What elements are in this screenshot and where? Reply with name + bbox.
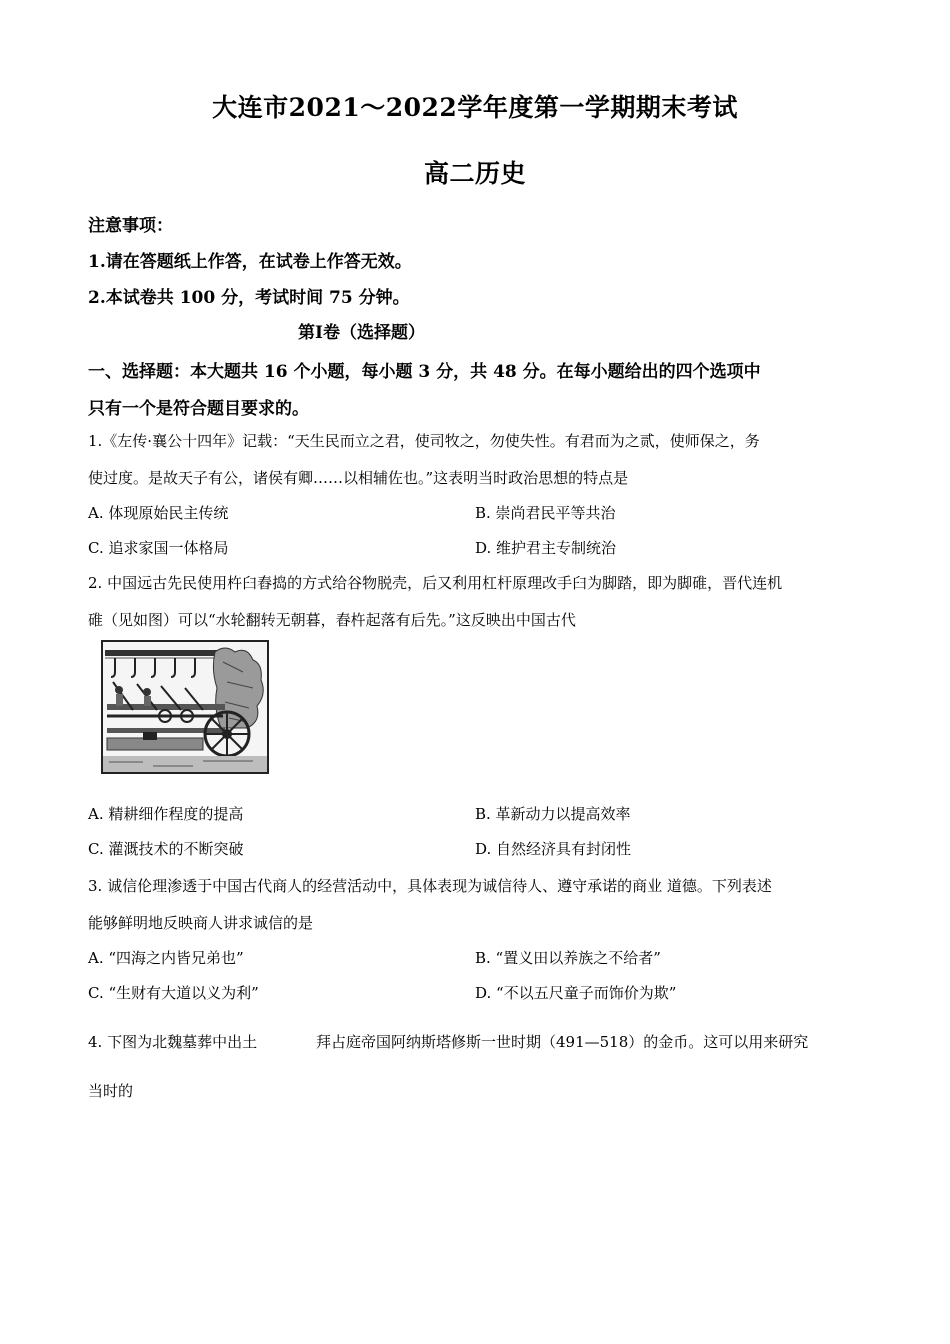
q3-option-d: D. “不以五尺童子而饰价为欺”: [475, 984, 677, 1002]
q3-option-b: B. “置义田以养族之不给者”: [475, 949, 661, 967]
q2-option-d: D. 自然经济具有封闭性: [475, 840, 632, 858]
q1-stem-line-2: 使过度。是故天子有公，诸侯有卿……以相辅佐也。”这表明当时政治思想的特点是: [88, 469, 629, 487]
q1-option-d: D. 维护君主专制统治: [475, 539, 617, 557]
q2-stem-line-2: 碓（见如图）可以“水轮翻转无朝暮，舂杵起落有后先。”这反映出中国古代: [88, 611, 576, 629]
q2-option-a: A. 精耕细作程度的提高: [88, 805, 244, 823]
section-instruction-1: 一、选择题：本大题共 16 个小题，每小题 3 分，共 48 分。在每小题给出的四个选项中: [88, 362, 761, 382]
notice-item-1: 1.请在答题纸上作答，在试卷上作答无效。: [88, 252, 412, 272]
exam-subject: 高二历史: [423, 159, 526, 188]
q1-option-b: B. 崇尚君民平等共治: [475, 504, 616, 522]
q1-option-a: A. 体现原始民主传统: [88, 504, 229, 522]
q1-option-c: C. 追求家国一体格局: [88, 539, 229, 557]
volume-heading: 第Ⅰ卷（选择题）: [298, 323, 425, 343]
q3-stem-line-2: 能够鲜明地反映商人讲求诚信的是: [88, 914, 314, 932]
q3-option-a: A. “四海之内皆兄弟也”: [88, 949, 244, 967]
q2-stem-line-1: 2. 中国远古先民使用杵臼舂捣的方式给谷物脱壳，后又利用杠杆原理改手臼为脚踏，即为脚碓，晋代连机: [88, 574, 783, 592]
q4-stem-line-1a: 4. 下图为北魏墓葬中出土: [88, 1033, 258, 1051]
q4-stem-line-2: 当时的: [88, 1082, 134, 1100]
exam-title: 大连市2021～2022学年度第一学期期末考试: [212, 93, 738, 122]
notice-heading: 注意事项：: [88, 216, 173, 236]
q3-stem-line-1: 3. 诚信伦理渗透于中国古代商人的经营活动中，具体表现为诚信待人、遵守承诺的商业 道德。下列表述: [88, 877, 772, 895]
section-instruction-2: 只有一个是符合题目要求的。: [88, 399, 309, 419]
notice-item-2: 2.本试卷共 100 分，考试时间 75 分钟。: [88, 288, 410, 308]
q3-option-c: C. “生财有大道以义为利”: [88, 984, 259, 1002]
lianji-dui-drawing: [103, 642, 267, 772]
water-mill-illustration: [101, 640, 269, 774]
q4-stem-line-1b: 拜占庭帝国阿纳斯塔修斯一世时期（491—518）的金币。这可以用来研究: [316, 1033, 809, 1051]
q2-option-c: C. 灌溉技术的不断突破: [88, 840, 244, 858]
q2-option-b: B. 革新动力以提高效率: [475, 805, 631, 823]
q1-stem-line-1: 1.《左传·襄公十四年》记载：“天生民而立之君，使司牧之，勿使失性。有君而为之贰，使师保之，务: [88, 432, 760, 450]
